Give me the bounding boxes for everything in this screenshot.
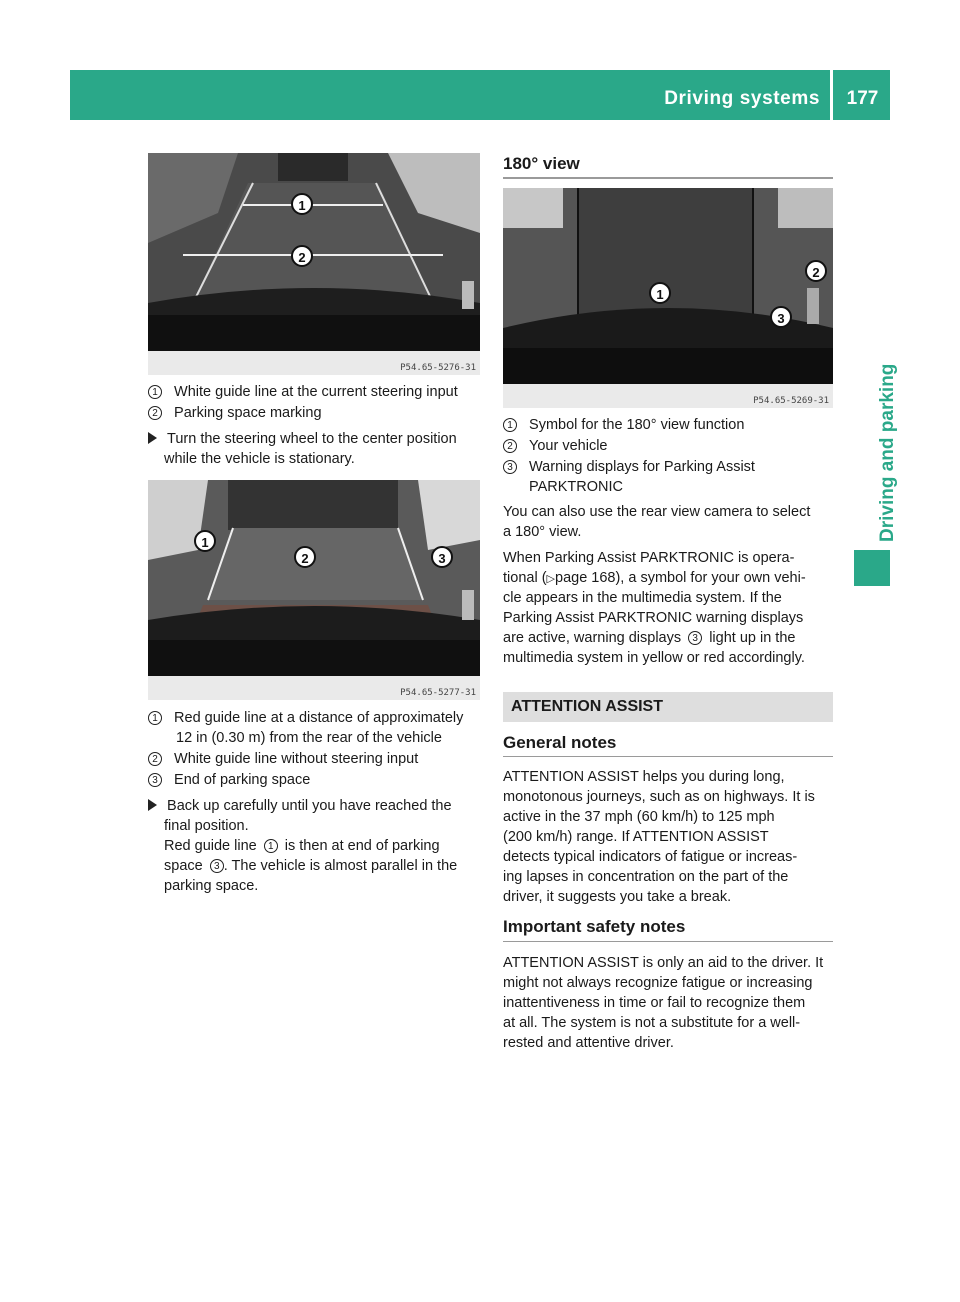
page-ref-icon: ▷ <box>546 573 555 585</box>
page-section-title: Driving systems <box>664 88 820 109</box>
text-line: driver, it suggests you take a break. <box>503 889 732 905</box>
callout-3: 3 <box>770 306 792 328</box>
text-line: at all. The system is not a substitute for a well- <box>503 1015 801 1031</box>
step-text: space <box>164 858 203 874</box>
paragraph-text: are active, warning displays <box>503 630 682 646</box>
text-line: ATTENTION ASSIST is only an aid to the driver. It <box>503 955 824 971</box>
camera-figure-3 <box>503 188 833 408</box>
figure-code: P54.65-5269-31 <box>753 396 829 406</box>
paragraph-text: tional ( <box>503 570 547 586</box>
figure-code: P54.65-5276-31 <box>400 363 476 373</box>
figure-code: P54.65-5277-31 <box>400 688 476 698</box>
camera-screen-3 <box>503 188 833 384</box>
text-line: monotonous journeys, such as on highways. It is <box>503 789 815 805</box>
heading-rule <box>503 177 833 179</box>
heading-rule <box>503 941 833 942</box>
step-line: parking space. <box>164 878 259 894</box>
paragraph-line: a 180° view. <box>503 524 582 540</box>
section-title: ATTENTION ASSIST <box>511 698 663 715</box>
view-heading: 180° view <box>503 154 580 173</box>
item-number: 1 <box>264 839 278 853</box>
text-line: (200 km/h) range. If ATTENTION ASSIST <box>503 829 769 845</box>
item-text: Parking space marking <box>174 405 322 421</box>
paragraph-line: You can also use the rear view camera to select <box>503 504 811 520</box>
callout-1: 1 <box>194 530 216 552</box>
paragraph-line: When Parking Assist PARKTRONIC is opera- <box>503 550 795 566</box>
callout-3: 3 <box>431 546 453 568</box>
item-number: 1 <box>148 385 162 399</box>
camera-illustration-1 <box>148 153 480 351</box>
item-number: 1 <box>503 418 517 432</box>
callout-1: 1 <box>649 282 671 304</box>
heading-rule <box>503 756 833 757</box>
item-number: 3 <box>148 773 162 787</box>
side-tab-label-area <box>853 280 898 542</box>
step-arrow-icon <box>148 799 157 811</box>
text-line: inattentiveness in time or fail to recognize them <box>503 995 806 1011</box>
step-line <box>164 856 457 876</box>
paragraph-line: multimedia system in yellow or red accordingly. <box>503 650 805 666</box>
step-arrow-icon <box>148 432 157 444</box>
item-number: 3 <box>503 460 517 474</box>
item-text: Symbol for the 180° view function <box>529 417 745 433</box>
item-number: 3 <box>210 859 224 873</box>
text-line: ATTENTION ASSIST helps you during long, <box>503 769 785 785</box>
instruction-step <box>148 796 452 816</box>
list-item <box>148 403 322 423</box>
instruction-step-cont: while the vehicle is stationary. <box>164 451 355 467</box>
item-number: 2 <box>503 439 517 453</box>
camera-screen-1 <box>148 153 480 351</box>
list-item <box>148 770 310 790</box>
callout-2: 2 <box>294 546 316 568</box>
step-text: Red guide line <box>164 838 257 854</box>
camera-illustration-2 <box>148 480 480 676</box>
list-item <box>503 415 744 435</box>
paragraph-text: light up in the <box>709 630 796 646</box>
text-line: might not always recognize fatigue or increasing <box>503 975 813 991</box>
text-line: ing lapses in concentration on the part of the <box>503 869 789 885</box>
callout-2: 2 <box>805 260 827 282</box>
callout-2: 2 <box>291 245 313 267</box>
item-text: White guide line at the current steering input <box>174 384 458 400</box>
list-item <box>148 382 458 402</box>
camera-screen-2 <box>148 480 480 676</box>
list-item <box>503 457 755 477</box>
step-line <box>164 836 440 856</box>
item-text: Warning displays for Parking Assist <box>529 459 755 475</box>
safety-notes-text <box>503 953 838 1053</box>
general-notes-text <box>503 767 838 907</box>
item-number: 2 <box>148 752 162 766</box>
item-text: White guide line without steering input <box>174 751 419 767</box>
header-divider <box>830 70 833 120</box>
step-line: Turn the steering wheel to the center position <box>167 431 457 447</box>
step-line: Back up carefully until you have reached the <box>167 798 452 814</box>
subheading-safety-notes: Important safety notes <box>503 917 686 936</box>
list-item <box>148 708 463 728</box>
side-tab-block <box>854 550 890 586</box>
item-text: Your vehicle <box>529 438 608 454</box>
camera-figure-1 <box>148 153 480 375</box>
item-text: Red guide line at a distance of approximately <box>174 710 464 726</box>
section-title-box <box>503 692 833 722</box>
side-tab-label: Driving and parking <box>877 363 898 542</box>
item-number: 3 <box>688 631 702 645</box>
text-line: rested and attentive driver. <box>503 1035 674 1051</box>
list-item-cont: PARKTRONIC <box>529 479 623 495</box>
list-item <box>148 749 418 769</box>
paragraph-line: cle appears in the multimedia system. If the <box>503 590 782 606</box>
text-line: active in the 37 mph (60 km/h) to 125 mph <box>503 809 775 825</box>
paragraph-line <box>503 568 806 589</box>
subheading-general-notes: General notes <box>503 733 617 752</box>
item-number: 2 <box>148 406 162 420</box>
text-line: detects typical indicators of fatigue or increas- <box>503 849 798 865</box>
paragraph-line: Parking Assist PARKTRONIC warning displays <box>503 610 804 626</box>
paragraph-line <box>503 628 795 648</box>
instruction-step <box>148 429 457 449</box>
callout-1: 1 <box>291 193 313 215</box>
side-tab-bar <box>854 130 890 300</box>
list-item-cont: 12 in (0.30 m) from the rear of the vehicle <box>176 730 442 746</box>
step-text: . The vehicle is almost parallel in the <box>223 858 458 874</box>
item-text: End of parking space <box>174 772 311 788</box>
paragraph-text: page 168), a symbol for your own vehi- <box>555 570 806 586</box>
list-item <box>503 436 608 456</box>
item-number: 1 <box>148 711 162 725</box>
camera-figure-2 <box>148 480 480 700</box>
page-number: 177 <box>846 88 879 109</box>
step-text: is then at end of parking <box>284 838 440 854</box>
step-line: final position. <box>164 818 249 834</box>
